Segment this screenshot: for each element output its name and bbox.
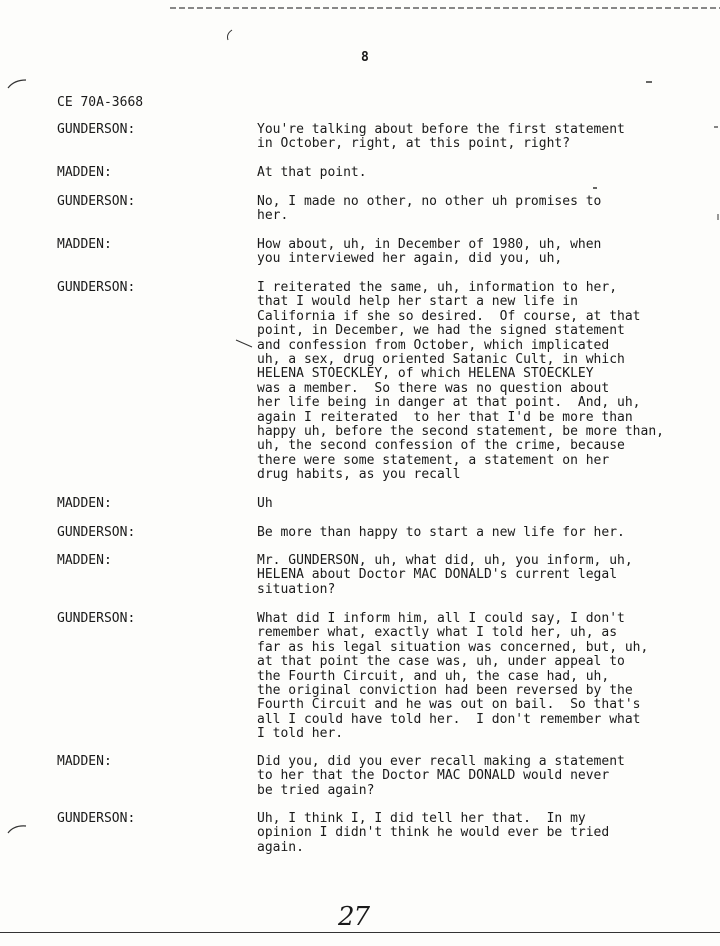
speech-text: What did I inform him, all I could say, I don't remember what, exactly what I told her, uh, as far as his legal situation was concerned, but, uh, at that point the case was, uh, under appeal to the Fourth Circuit, and uh, the case had, uh, the original conviction had been reversed by the Fourth Circuit and he was out on bail. So that's all I could have told her. I don't remember what I told her.: [257, 611, 649, 742]
speaker-label: GUNDERSON:: [57, 811, 136, 826]
speaker-label: GUNDERSON:: [57, 194, 136, 209]
speech-text: Uh: [257, 496, 273, 511]
speech-text: Mr. GUNDERSON, uh, what did, uh, you inform, uh, HELENA about Doctor MAC DONALD's current legal situation?: [257, 553, 633, 597]
speaker-label: MADDEN:: [57, 496, 112, 511]
speech-text: I reiterated the same, uh, information to her, that I would help her start a new life in California if she so desired. Of course, at that point, in December, we had the signed statement and confession from October, which implicated uh, a sex, drug oriented Satanic Cult, in which HELENA STOECKLEY, of which HELENA STOECKLEY was a member. So there was no question about her life being in danger at that point. And, uh, again I reiterated to her that I'd be more than happy uh, before the second statement, be more than, uh, the second confession of the crime, because there were some statement, a statement on her drug habits, as you recall: [257, 280, 664, 483]
speech-text: Did you, did you ever recall making a statement to her that the Doctor MAC DONALD would never be tried again?: [257, 754, 625, 798]
document-id: CE 70A-3668: [57, 95, 144, 110]
speech-text: You're talking about before the first statement in October, right, at this point, right?: [257, 122, 625, 152]
speaker-label: GUNDERSON:: [57, 280, 136, 295]
speech-text: Be more than happy to start a new life for her.: [257, 525, 625, 540]
speaker-label: MADDEN:: [57, 237, 112, 252]
page-number: 8: [361, 50, 369, 65]
speaker-label: MADDEN:: [57, 165, 112, 180]
speaker-label: GUNDERSON:: [57, 525, 136, 540]
speech-text: Uh, I think I, I did tell her that. In my opinion I didn't think he would ever be tried again.: [257, 811, 610, 855]
speaker-label: MADDEN:: [57, 754, 112, 769]
speech-text: No, I made no other, no other uh promises to her.: [257, 194, 602, 224]
speaker-label: MADDEN:: [57, 553, 112, 568]
handwritten-page-number: 27: [338, 902, 370, 932]
speaker-label: GUNDERSON:: [57, 122, 136, 137]
speech-text: How about, uh, in December of 1980, uh, when you interviewed her again, did you, uh,: [257, 237, 602, 267]
speech-text: At that point.: [257, 165, 367, 180]
speaker-label: GUNDERSON:: [57, 611, 136, 626]
